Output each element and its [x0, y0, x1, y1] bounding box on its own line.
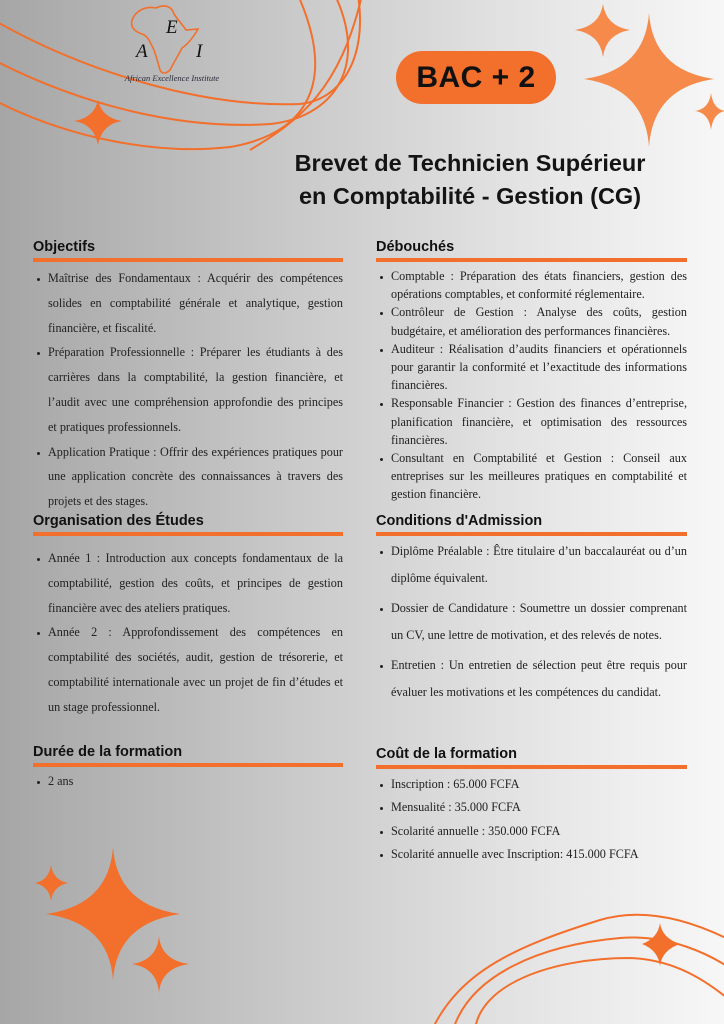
list-item: Maîtrise des Fondamentaux : Acquérir des compétences solides en comptabilité générale et analytique, gestion financière, et fiscalité.: [33, 266, 343, 340]
logo-name: African Excellence Institute: [124, 73, 220, 83]
list-item: Mensualité : 35.000 FCFA: [376, 796, 687, 819]
organisation-list: [33, 546, 343, 720]
decorative-arc: [250, 0, 362, 150]
section-heading: Durée de la formation: [33, 743, 343, 767]
sparkle-icon: [46, 847, 180, 980]
duree-list: [33, 771, 343, 791]
list-item: Scolarité annuelle : 350.000 FCFA: [376, 820, 687, 843]
list-item: Comptable : Préparation des états financiers, gestion des opérations comptables, et conformité réglementaire.: [376, 267, 687, 303]
section-heading: Organisation des Études: [33, 512, 343, 536]
decorative-arc: [475, 958, 724, 1024]
section-debouches: [376, 238, 687, 504]
sparkle-icon: [575, 4, 630, 57]
list-item: Contrôleur de Gestion : Analyse des coûts, gestion budgétaire, et amélioration des performances financières.: [376, 303, 687, 339]
list-item: Année 2 : Approfondissement des compétences en comptabilité des sociétés, audit, gestion de trésorerie, et comptabilité internationale avec un projet de fin d’études et un stage professionnel.: [33, 620, 343, 719]
list-item: Auditeur : Réalisation d’audits financiers et opérationnels pour garantir la conformité et l’exactitude des informations financières.: [376, 340, 687, 395]
cout-list: [376, 773, 687, 866]
list-item: Consultant en Comptabilité et Gestion : Conseil aux entreprises sur les meilleures pratiques en comptabilité et gestion financière.: [376, 449, 687, 504]
list-item: Inscription : 65.000 FCFA: [376, 773, 687, 796]
sparkle-icon: [642, 923, 680, 966]
section-objectifs: [33, 238, 343, 514]
list-item: Responsable Financier : Gestion des finances d’entreprise, planification financière, et optimisation des ressources financières.: [376, 394, 687, 449]
objectifs-list: [33, 266, 343, 514]
list-item: 2 ans: [33, 771, 343, 791]
title-line-1: Brevet de Technicien Supérieur: [294, 150, 646, 176]
list-item: Dossier de Candidature : Soumettre un dossier comprenant un CV, une lettre de motivation, et des relevés de notes.: [376, 595, 687, 648]
list-item: Diplôme Préalable : Être titulaire d’un baccalauréat ou d’un diplôme équivalent.: [376, 538, 687, 591]
decorative-arc: [453, 938, 724, 1024]
list-item: Préparation Professionnelle : Préparer les étudiants à des carrières dans la comptabilité, la gestion financière, et l’audit avec une compréhension approfondie des principes et pratiques professionnels.: [33, 340, 343, 439]
sparkle-icon: [35, 865, 68, 901]
sparkle-icon: [74, 100, 122, 145]
sparkle-icon: [695, 93, 724, 130]
section-heading: Coût de la formation: [376, 745, 687, 769]
logo-letter-e: E: [166, 17, 178, 38]
list-item: Application Pratique : Offrir des expériences pratiques pour une application concrète des connaissances à travers des projets et des stages.: [33, 440, 343, 514]
section-heading: Objectifs: [33, 238, 343, 262]
list-item: Année 1 : Introduction aux concepts fondamentaux de la comptabilité, gestion des coûts, et principes de gestion financière avec des ateliers pratiques.: [33, 546, 343, 620]
logo-letter-i: I: [196, 41, 203, 62]
list-item: Entretien : Un entretien de sélection peut être requis pour évaluer les motivations et les compétences du candidat.: [376, 652, 687, 705]
section-organisation: [33, 512, 343, 720]
section-heading: Débouchés: [376, 238, 687, 262]
list-item: Scolarité annuelle avec Inscription: 415.000 FCFA: [376, 843, 687, 866]
section-admission: [376, 512, 687, 710]
page-title: [250, 147, 690, 213]
level-badge: BAC + 2: [396, 51, 556, 104]
sparkle-icon: [132, 936, 189, 993]
title-line-2: en Comptabilité - Gestion (CG): [298, 183, 642, 209]
logo-letter-a: A: [136, 41, 148, 62]
section-duree: [33, 743, 343, 791]
admission-list: [376, 538, 687, 706]
section-cout: [376, 745, 687, 866]
section-heading: Conditions d'Admission: [376, 512, 687, 536]
sparkle-icon: [584, 13, 714, 147]
debouches-list: [376, 267, 687, 504]
decorative-arc: [432, 915, 724, 1024]
